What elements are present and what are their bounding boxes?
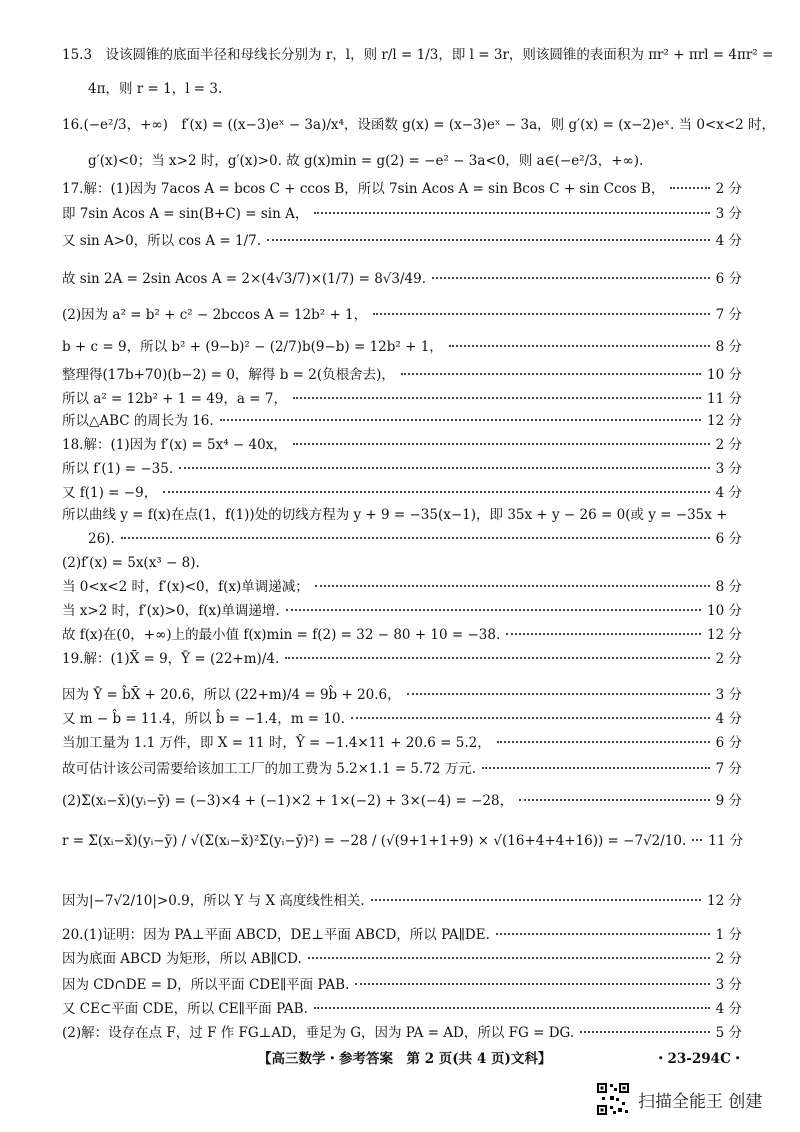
dot-leader <box>506 633 701 635</box>
dot-leader <box>519 799 710 801</box>
answer-line <box>62 1000 742 1018</box>
score-label: 8 分 <box>715 339 742 355</box>
answer-line <box>62 116 776 134</box>
dot-leader <box>355 983 709 985</box>
answer-line <box>62 926 742 944</box>
score-label: 2 分 <box>715 951 742 967</box>
score-label: 3 分 <box>715 687 742 703</box>
answer-text: 又 sin A>0，所以 cos A = 1/7. <box>62 233 262 249</box>
answer-line <box>62 1024 742 1042</box>
answer-text: 故 f(x)在(0，+∞)上的最小值 f(x)min = f(2) = 32 − 80 + 10 = −38. <box>62 627 501 643</box>
answer-line <box>62 366 742 384</box>
score-label: 5 分 <box>715 1025 742 1041</box>
answer-line <box>62 436 742 454</box>
answer-text: 因为 Ȳ = b̂X̄ + 20.6，所以 (22+m)/4 = 9b̂ + 20.6， <box>62 687 401 703</box>
answer-text: 19.解：(1)X̄ = 9，Ȳ = (22+m)/4. <box>62 651 280 667</box>
answer-line <box>62 506 742 524</box>
score-label: 12 分 <box>707 413 742 429</box>
dot-leader <box>401 373 701 375</box>
answer-line <box>62 205 742 223</box>
score-label: 3 分 <box>715 977 742 993</box>
answer-line <box>62 306 742 324</box>
answer-text: 18.解：(1)因为 f′(x) = 5x⁴ − 40x， <box>62 437 287 453</box>
answer-line <box>62 554 742 572</box>
answer-text: 当加工量为 1.1 万件，即 X = 11 时，Ŷ = −1.4×11 + 20.6 = 5.2， <box>62 735 491 751</box>
answer-line <box>62 734 742 752</box>
dot-leader <box>314 212 709 214</box>
answer-text: 故可估计该公司需要给该加工工厂的加工费为 5.2×1.1 = 5.72 万元. <box>62 761 477 777</box>
score-label: 6 分 <box>715 271 742 287</box>
page-footer <box>0 1047 800 1067</box>
answer-line <box>88 152 742 170</box>
answer-text: (2)f′(x) = 5x(x³ − 8). <box>62 555 200 571</box>
answer-text: 16.(−e²/3，+∞) f′(x) = ((x−3)eˣ − 3a)/x⁴，设函数 g(x) = (x−3)eˣ − 3a，则 g′(x) = (x−2)eˣ. 当 0<x<2 时， <box>62 117 776 133</box>
dot-leader <box>286 609 701 611</box>
answer-text: 15.3 设该圆锥的底面半径和母线长分别为 r，l，则 r/l = 1/3，即 l = 3r，则该圆锥的表面积为 πr² + πrl = 4πr² = <box>62 47 774 63</box>
answer-line <box>62 484 742 502</box>
answer-line <box>62 460 742 478</box>
footer-code: ・23-294C・ <box>654 1051 745 1067</box>
score-label: 4 分 <box>715 711 742 727</box>
answer-text: (2)解：设存在点 F，过 F 作 FG⊥AD，垂足为 G，因为 PA = AD，所以 FG = DG. <box>62 1025 575 1041</box>
score-label: 12 分 <box>707 627 742 643</box>
answer-text: 所以△ABC 的周长为 16. <box>62 413 214 429</box>
score-label: 3 分 <box>715 461 742 477</box>
dot-leader <box>293 397 701 399</box>
score-label: 7 分 <box>715 307 742 323</box>
answer-text: 因为|−7√2/10|>0.9，所以 Y 与 X 高度线性相关. <box>62 893 365 909</box>
answer-text: b + c = 9，所以 b² + (9−b)² − (2/7)b(9−b) = 12b² + 1， <box>62 339 443 355</box>
score-label: 6 分 <box>715 735 742 751</box>
watermark-label: 扫描全能王 创建 <box>638 1091 763 1112</box>
answer-line <box>62 832 742 850</box>
score-label: 4 分 <box>715 233 742 249</box>
dot-leader <box>315 585 710 587</box>
dot-leader <box>496 933 710 935</box>
answer-text: 即 7sin Acos A = sin(B+C) = sin A， <box>62 206 309 222</box>
answer-line <box>88 80 742 98</box>
score-label: 11 分 <box>708 833 744 849</box>
dot-leader <box>314 1007 710 1009</box>
answer-text: r = Σ(xᵢ−x̄)(yᵢ−ȳ) / √(Σ(xᵢ−x̄)²Σ(yᵢ−ȳ)²) = −28 / (√(9+1+1+9) × √(16+4+4+16)) = −7√2/10. <box>62 833 687 849</box>
answer-line <box>62 650 742 668</box>
footer-title: 【高三数学・参考答案 第 2 页(共 4 页)文科】 <box>258 1051 552 1067</box>
answer-text: (2)因为 a² = b² + c² − 2bccos A = 12b² + 1， <box>62 307 368 323</box>
dot-leader <box>179 467 709 469</box>
dot-leader <box>285 657 709 659</box>
answer-text: 当 0<x<2 时，f′(x)<0，f(x)单调递减； <box>62 579 309 595</box>
score-label: 10 分 <box>707 367 742 383</box>
dot-leader <box>163 491 709 493</box>
answer-line <box>62 412 742 430</box>
dot-leader <box>407 693 710 695</box>
score-label: 2 分 <box>715 437 742 453</box>
answer-text: 因为底面 ABCD 为矩形，所以 AB∥CD. <box>62 951 302 967</box>
score-label: 3 分 <box>715 206 742 222</box>
answer-line <box>62 792 742 810</box>
answer-line <box>62 892 742 910</box>
answer-text: 因为 CD∩DE = D，所以平面 CDE∥平面 PAB. <box>62 977 350 993</box>
dot-leader <box>692 839 702 841</box>
answer-line <box>62 602 742 620</box>
answer-line <box>62 270 742 288</box>
answer-line <box>62 46 774 64</box>
dot-leader <box>373 313 709 315</box>
answer-text: (2)Σ(xᵢ−x̄)(yᵢ−ȳ) = (−3)×4 + (−1)×2 + 1×(−2) + 3×(−4) = −28， <box>62 793 514 809</box>
dot-leader <box>293 443 710 445</box>
scanner-watermark <box>596 1082 762 1116</box>
score-label: 9 分 <box>715 793 742 809</box>
score-label: 10 分 <box>707 603 742 619</box>
answer-text: g′(x)<0；当 x>2 时，g′(x)>0. 故 g(x)min = g(2) = −e² − 3a<0，则 a∈(−e²/3，+∞). <box>88 153 644 169</box>
answer-line <box>88 530 742 548</box>
score-label: 4 分 <box>715 1001 742 1017</box>
answer-text: 所以曲线 y = f(x)在点(1，f(1))处的切线方程为 y + 9 = −35(x−1)，即 35x + y − 26 = 0(或 y = −35x + <box>62 507 728 523</box>
answer-line <box>62 626 742 644</box>
dot-leader <box>580 1031 709 1033</box>
answer-text: 20.(1)证明：因为 PA⊥平面 ABCD，DE⊥平面 ABCD，所以 PA∥DE. <box>62 927 490 943</box>
answer-line <box>62 232 742 250</box>
answer-line <box>62 710 742 728</box>
answer-line <box>62 578 742 596</box>
answer-text: 又 CE⊂平面 CDE，所以 CE∥平面 PAB. <box>62 1001 308 1017</box>
dot-leader <box>267 239 710 241</box>
qr-code-icon <box>596 1082 630 1116</box>
dot-leader <box>482 767 710 769</box>
score-label: 11 分 <box>707 391 742 407</box>
dot-leader <box>449 345 710 347</box>
dot-leader <box>351 717 710 719</box>
answer-line <box>62 390 742 408</box>
dot-leader <box>371 899 701 901</box>
score-label: 8 分 <box>715 579 742 595</box>
score-label: 2 分 <box>715 181 742 197</box>
score-label: 2 分 <box>715 651 742 667</box>
dot-leader <box>308 957 710 959</box>
answer-text: 17.解：(1)因为 7acos A = bcos C + ccos B，所以 7sin Acos A = sin Bcos C + sin Ccos B， <box>62 181 665 197</box>
score-label: 6 分 <box>715 531 742 547</box>
answer-text: 所以 f′(1) = −35. <box>62 461 174 477</box>
answer-line <box>62 180 742 198</box>
score-label: 7 分 <box>715 761 742 777</box>
score-label: 1 分 <box>715 927 742 943</box>
answer-text: 整理得(17b+70)(b−2) = 0，解得 b = 2(负根舍去)， <box>62 367 395 383</box>
answer-text: 又 m − b̂ = 11.4，所以 b̂ = −1.4，m = 10. <box>62 711 345 727</box>
answer-text: 26). <box>88 531 115 547</box>
dot-leader <box>220 419 701 421</box>
answer-text: 又 f(1) = −9， <box>62 485 158 501</box>
answer-line <box>62 760 742 778</box>
answer-line <box>62 686 742 704</box>
answer-text: 所以 a² = 12b² + 1 = 49，a = 7， <box>62 391 287 407</box>
dot-leader <box>432 277 710 279</box>
answer-text: 4π，则 r = 1，l = 3. <box>88 81 223 97</box>
answer-line <box>62 950 742 968</box>
score-label: 4 分 <box>715 485 742 501</box>
dot-leader <box>121 537 710 539</box>
answer-text: 故 sin 2A = 2sin Acos A = 2×(4√3/7)×(1/7) = 8√3/49. <box>62 271 426 287</box>
score-label: 12 分 <box>707 893 742 909</box>
answer-text: 当 x>2 时，f′(x)>0，f(x)单调递增. <box>62 603 280 619</box>
answer-line <box>62 338 742 356</box>
dot-leader <box>497 741 710 743</box>
answer-line <box>62 976 742 994</box>
dot-leader <box>670 187 709 189</box>
